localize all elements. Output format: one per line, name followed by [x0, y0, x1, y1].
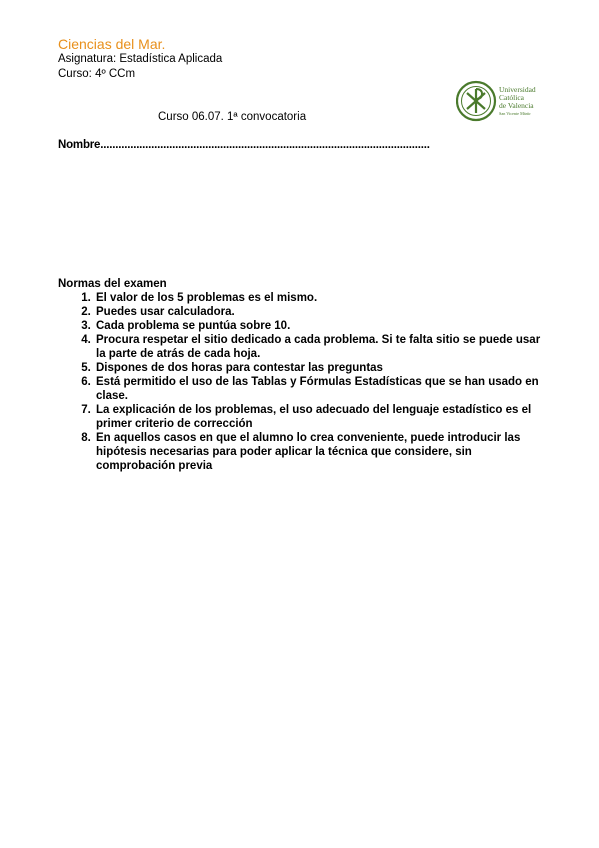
course-line: Curso: 4º CCm	[58, 68, 136, 80]
logo-text-3: de Valencia	[499, 101, 534, 110]
rule-item: 5. Dispones de dos horas para contestar las preguntas	[94, 361, 546, 375]
logo-text-4: San Vicente Mártir	[499, 111, 531, 116]
faculty-title: Ciencias del Mar.	[58, 36, 166, 52]
norms-heading: Normas del examen	[58, 278, 167, 290]
rule-item: 3. Cada problema se puntúa sobre 10.	[94, 319, 546, 333]
logo-text-1: Universidad	[499, 85, 536, 94]
rule-item: 4. Procura respetar el sitio dedicado a cada problema. Si te falta sitio se puede usar la parte de atrás de cada hoja.	[94, 333, 546, 361]
rule-item: 2. Puedes usar calculadora.	[94, 305, 546, 319]
rule-item: 1. El valor de los 5 problemas es el mismo.	[94, 291, 546, 305]
rules-list	[58, 291, 546, 473]
name-field: Nombre..............................................................................................................	[58, 139, 430, 151]
logo-text-2: Católica	[499, 93, 524, 102]
rule-item: 8. En aquellos casos en que el alumno lo crea conveniente, puede introducir las hipótesis necesarias para poder aplicar la técnica que considere, sin comprobación previa	[94, 431, 546, 473]
rule-item: 6. Está permitido el uso de las Tablas y Fórmulas Estadísticas que se han usado en clase.	[94, 375, 546, 403]
subject-line: Asignatura: Estadística Aplicada	[58, 53, 223, 65]
rule-item: 7. La explicación de los problemas, el uso adecuado del lenguaje estadístico es el primer criterio de corrección	[94, 403, 546, 431]
exam-session: Curso 06.07. 1ª convocatoria	[158, 111, 307, 123]
university-logo	[456, 78, 548, 124]
